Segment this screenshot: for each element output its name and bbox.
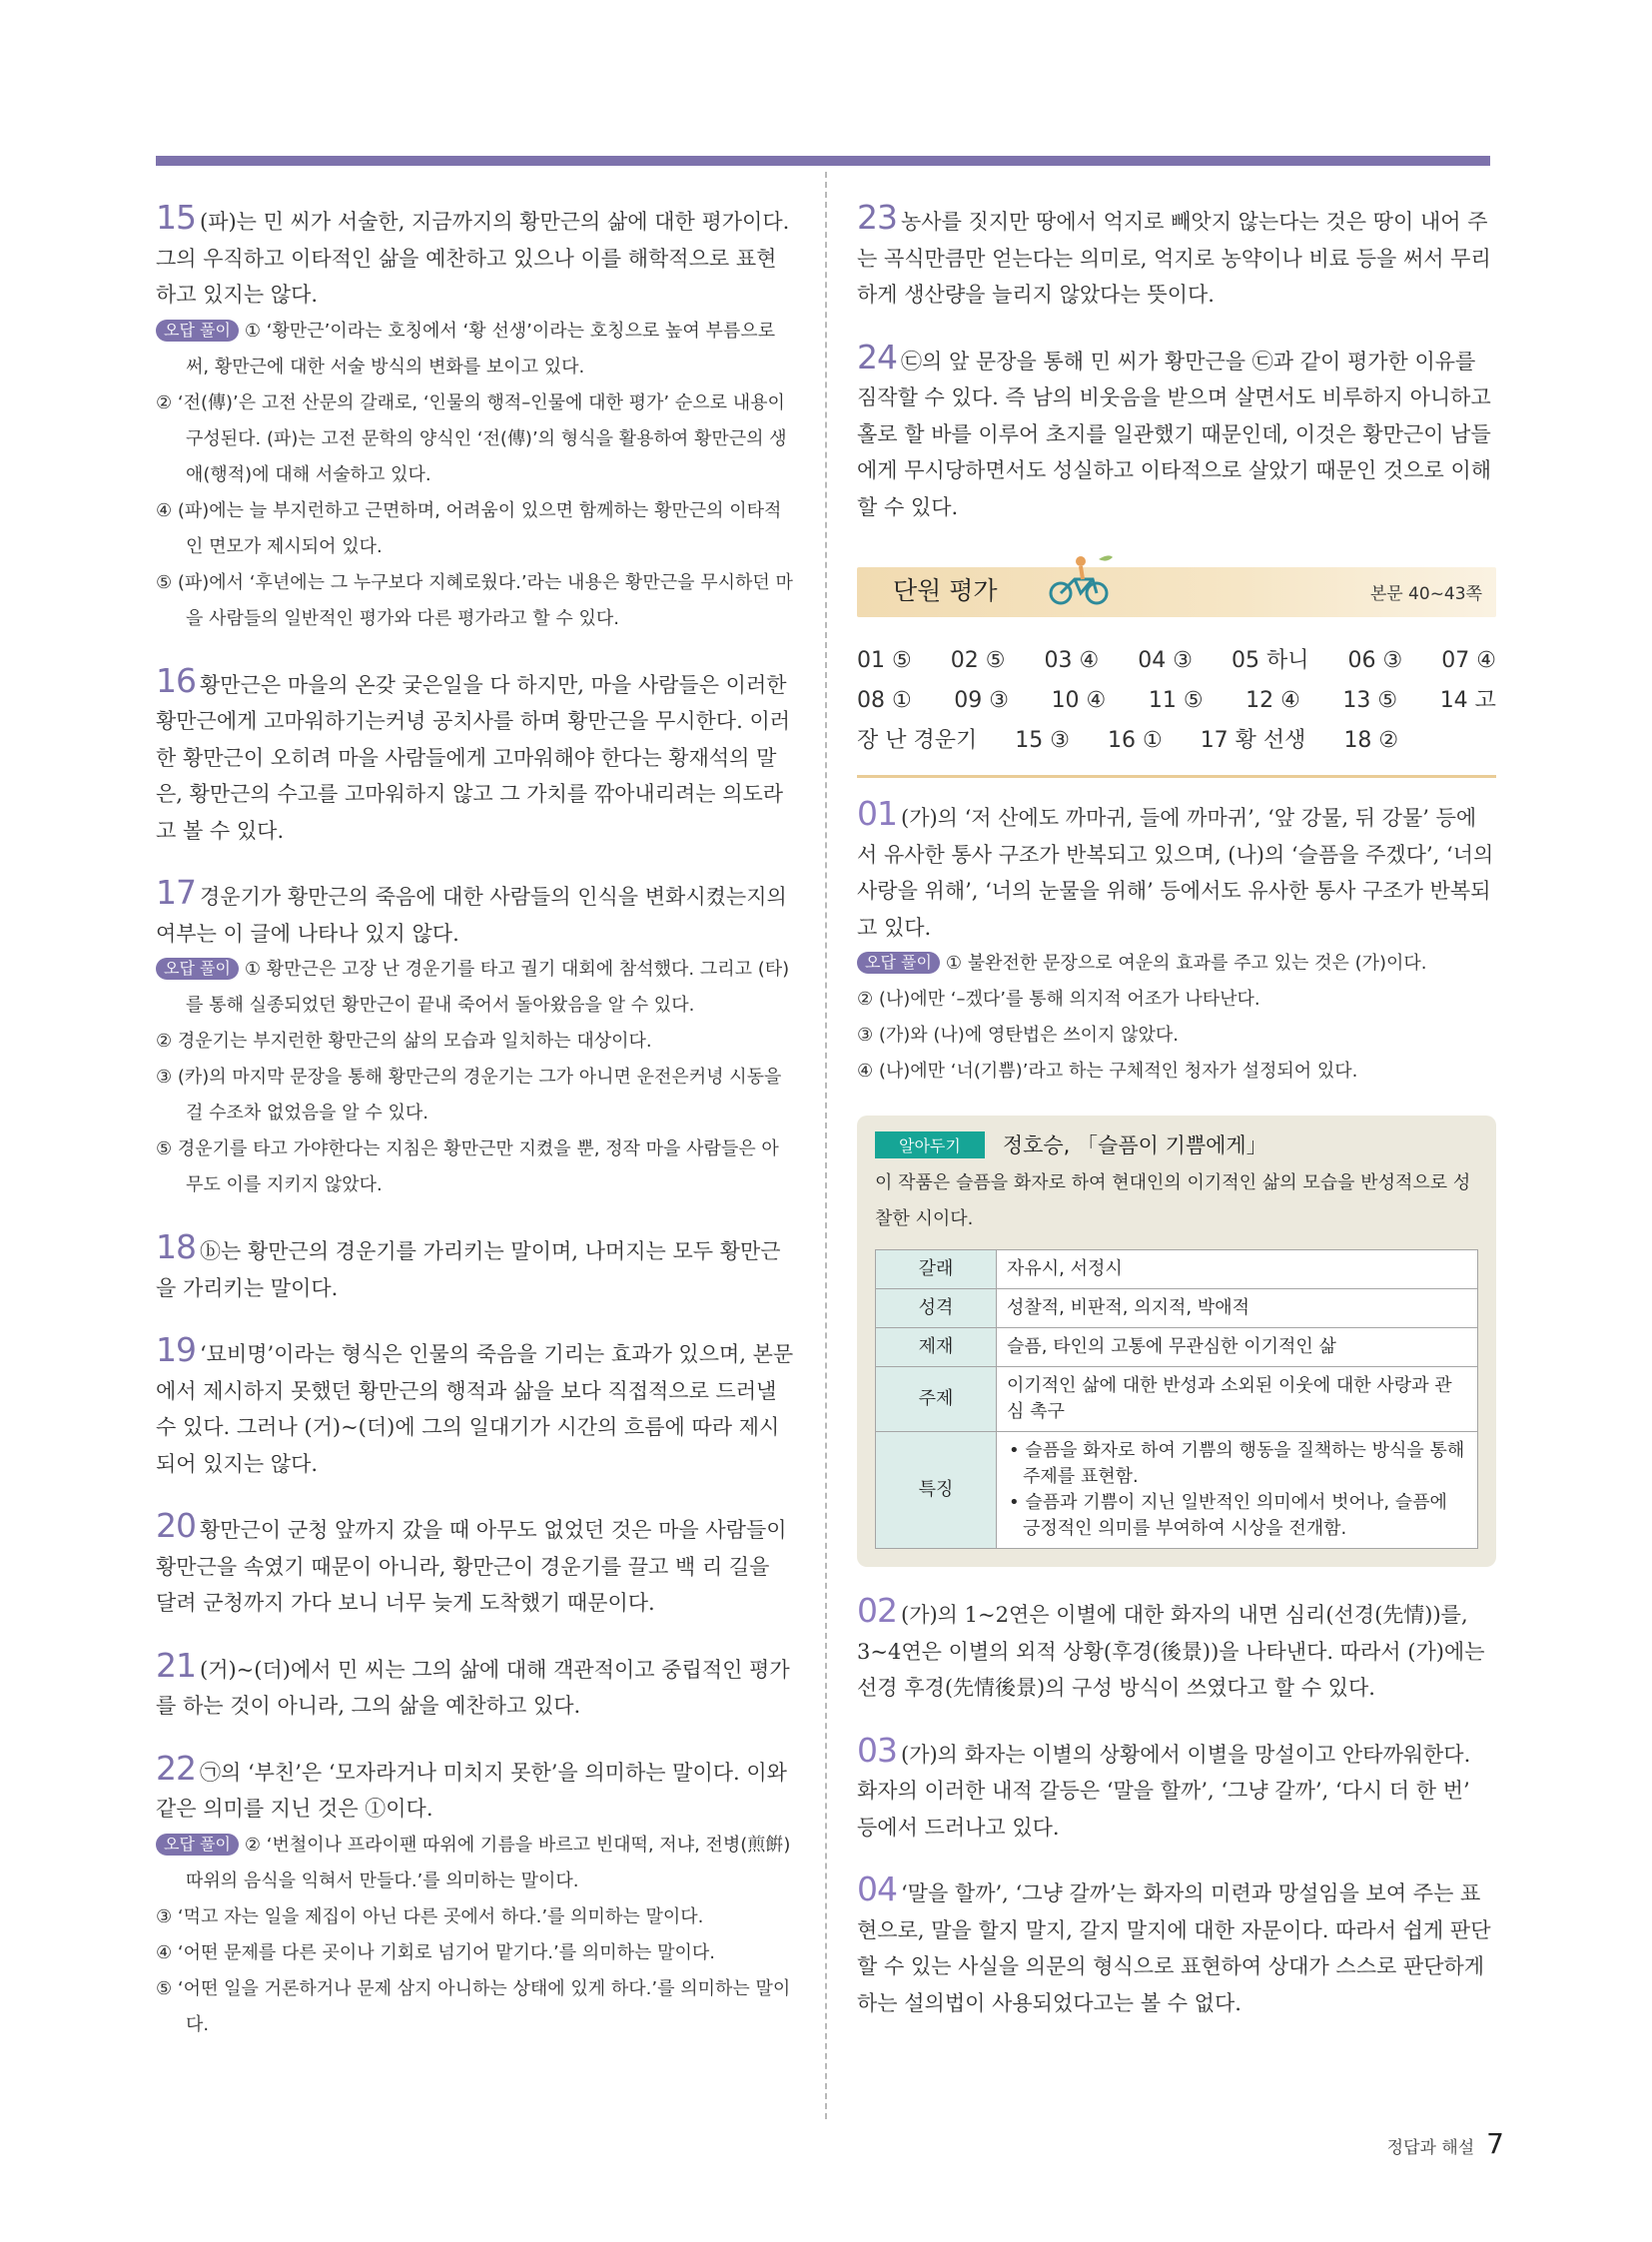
answer-row: [857, 641, 1496, 681]
wrong-answer-item: ④ ‘어떤 문제를 다른 곳이나 기회로 넘기어 맡기다.’를 의미하는 말이다.: [156, 1941, 715, 1963]
reference-text: 이 작품은 슬픔을 화자로 하여 현대인의 이기적인 삶의 모습을 반성적으로 성찰한 시이다.: [875, 1172, 1471, 1229]
page-number: 7: [1486, 2127, 1504, 2160]
question-number: 17: [156, 873, 196, 912]
table-row: [876, 1328, 1478, 1367]
answer-15: [156, 200, 795, 637]
wrong-answer-item: ② ‘번철이나 프라이팬 따위에 기름을 바르고 빈대떡, 저냐, 전병(煎餠) 따위의 음식을 익혀서 만들다.’를 의미하는 말이다.: [186, 1834, 791, 1891]
bicycle-icon: [1047, 551, 1117, 607]
wrong-answer-item: ② (나)에만 ‘–겠다’를 통해 의지적 어조가 나타난다.: [857, 989, 1260, 1010]
reference-box: [857, 1116, 1496, 1567]
row-head: 주제: [876, 1367, 997, 1432]
wrong-answer-item: ③ ‘먹고 자는 일을 제집이 아닌 다른 곳에서 하다.’를 의미하는 말이다.: [156, 1905, 704, 1927]
wrong-answer-item: ① ‘황만근’이라는 호칭에서 ‘황 선생’이라는 호칭으로 높여 부름으로써, 황만근에 대한 서술 방식의 변화를 보이고 있다.: [186, 320, 776, 377]
explanation-text: (가)의 화자는 이별의 상황에서 이별을 망설이고 안타까워한다. 화자의 이러한 내적 갈등은 ‘말을 할까’, ‘그냥 갈까’, ‘다시 더 한 번’ 등에서 드러나고 있다.: [857, 1742, 1471, 1840]
wrong-answer-item: ③ (카)의 마지막 문장을 통해 황만근의 경운기는 그가 아니면 운전은커녕 시동을 걸 수조차 없었음을 알 수 있다.: [156, 1067, 782, 1123]
row-head: 갈래: [876, 1250, 997, 1289]
reference-title: 정호승, 「슬픔이 기쁨에게」: [1002, 1133, 1267, 1157]
explanation-04: [857, 1871, 1496, 2021]
right-column: [857, 200, 1496, 2047]
answer-item: 08 ①: [857, 688, 912, 713]
wrong-answer-item: ③ (가)와 (나)에 영탄법은 쓰이지 않았다.: [857, 1025, 1179, 1046]
answer-19: [156, 1332, 795, 1482]
answer-key-rule: [857, 775, 1496, 778]
answer-item: 07 ④: [1441, 648, 1496, 673]
feature-item: • 슬픔과 기쁨이 지닌 일반적인 의미에서 벗어나, 슬픔에 긍정적인 의미를 부여하여 시상을 전개함.: [1009, 1492, 1447, 1539]
unit-title: 단원 평가: [893, 576, 998, 605]
question-number: 04: [857, 1869, 897, 1908]
answer-16: [156, 660, 795, 850]
row-value: 이기적인 삶에 대한 반성과 소외된 이웃에 대한 사랑과 관심 촉구: [997, 1367, 1478, 1432]
answer-item: 02 ⑤: [950, 648, 1006, 673]
wrong-answer-item: ⑤ 경운기를 타고 가야한다는 지침은 황만근만 지켰을 뿐, 정작 마을 사람들은 아무도 이를 지키지 않았다.: [156, 1138, 779, 1195]
answer-item: 11 ⑤: [1148, 688, 1204, 713]
answer-key: [857, 641, 1496, 761]
table-row: [876, 1289, 1478, 1328]
explanation-02: [857, 1593, 1496, 1707]
answer-20: [156, 1508, 795, 1622]
explanation-text: ‘말을 할까’, ‘그냥 갈까’는 화자의 미련과 망설임을 보여 주는 표현으로, 말을 할지 말지, 갈지 말지에 대한 자문이다. 따라서 쉽게 판단할 수 있는 사실을 의문의 형식으로 표현하여 상대가 스스로 판단하게 하는 설의법이 사용되었다고는 볼 수 없다.: [857, 1881, 1491, 2015]
explanation-text: (거)~(더)에서 민 씨는 그의 삶에 대해 객관적이고 중립적인 평가를 하는 것이 아니라, 그의 삶을 예찬하고 있다.: [156, 1657, 790, 1718]
wrong-answer-item: ⑤ ‘어떤 일을 거론하거나 문제 삼지 아니하는 상태에 있게 하다.’를 의미하는 말이다.: [156, 1977, 791, 2035]
wrong-answer-tag: 오답 풀이: [156, 958, 239, 980]
explanation-03: [857, 1730, 1496, 1847]
feature-item: • 슬픔을 화자로 하여 기쁨의 행동을 질책하는 방식을 통해 주제를 표현함.: [1009, 1440, 1465, 1487]
answer-18: [156, 1229, 795, 1306]
answer-item: 03 ④: [1044, 648, 1100, 673]
table-row: [876, 1250, 1478, 1289]
answer-row: [857, 721, 1496, 761]
answer-item: 01 ⑤: [857, 648, 912, 673]
answer-item: 16 ①: [1107, 728, 1163, 753]
column-divider: [825, 172, 827, 2119]
explanation-01: [857, 796, 1496, 1090]
explanation-text: ㉠의 ‘부친’은 ‘모자라거나 미치지 못한’을 의미하는 말이다. 이와 같은 의미를 지닌 것은 ①이다.: [156, 1760, 787, 1821]
footer-label: 정답과 해설: [1386, 2138, 1475, 2158]
wrong-answer-item: ② ‘전(傳)’은 고전 산문의 갈래로, ‘인물의 행적–인물에 대한 평가’ 순으로 내용이 구성된다. (파)는 고전 문학의 양식인 ‘전(傳)’의 형식을 활용하여 황만근의 생애(행적)에 대해 서술하고 있다.: [156, 391, 787, 485]
answer-row: [857, 681, 1496, 721]
row-head: 특징: [876, 1432, 997, 1549]
table-row: [876, 1432, 1478, 1549]
answer-item: 06 ③: [1347, 648, 1403, 673]
answer-item: 05 하니: [1232, 648, 1309, 673]
explanation-text: (가)의 ‘저 산에도 까마귀, 들에 까마귀’, ‘앞 강물, 뒤 강물’ 등에서 유사한 통사 구조가 반복되고 있으며, (나)의 ‘슬픔을 주겠다’, ‘너의 사랑을 위해’, ‘너의 눈물을 위해’ 등에서도 유사한 통사 구조가 반복되고 있다.: [857, 806, 1494, 940]
wrong-answer-item: ④ (나)에만 ‘너(기쁨)’라고 하는 구체적인 청자가 설정되어 있다.: [857, 1061, 1358, 1082]
wrong-answer-item: ⑤ (파)에서 ‘후년에는 그 누구보다 지혜로웠다.’라는 내용은 황만근을 무시하던 마을 사람들의 일반적인 평가와 다른 평가라고 할 수 있다.: [156, 571, 793, 629]
answer-17: [156, 875, 795, 1203]
wrong-answer-tag: 오답 풀이: [156, 320, 239, 342]
row-value: 성찰적, 비판적, 의지적, 박애적: [997, 1289, 1478, 1328]
question-number: 16: [156, 660, 196, 700]
explanation-text: 황만근은 마을의 온갖 궂은일을 다 하지만, 마을 사람들은 이러한 황만근에게 고마워하기는커녕 공치사를 하며 황만근을 무시한다. 이러한 황만근이 오히려 마을 사람들에게 고마워해야 한다는 황재석의 말은, 황만근의 수고를 고마워하지 않고 그 가치를 깎아내리려는 의도라고 볼 수 있다.: [156, 672, 791, 843]
top-rule: [156, 156, 1490, 166]
question-number: 01: [857, 794, 897, 833]
question-number: 19: [156, 1330, 196, 1369]
explanation-text: ‘묘비명’이라는 형식은 인물의 죽음을 기리는 효과가 있으며, 본문에서 제시하지 못했던 황만근의 행적과 삶을 보다 직접적으로 드러낼 수 있다. 그러나 (거)~(더)에 그의 일대기가 시간의 흐름에 따라 제시되어 있지는 않다.: [156, 1342, 794, 1476]
answer-21: [156, 1645, 795, 1725]
reference-tag: 알아두기: [875, 1131, 985, 1158]
poem-info-table: [875, 1249, 1478, 1549]
answer-item: 12 ④: [1245, 688, 1300, 713]
row-head: 성격: [876, 1289, 997, 1328]
answer-item: 17 황 선생: [1200, 728, 1306, 753]
answer-item: 04 ③: [1138, 648, 1193, 673]
question-number: 22: [156, 1748, 196, 1788]
explanation-text: ㉢의 앞 문장을 통해 민 씨가 황만근을 ㉢과 같이 평가한 이유를 짐작할 수 있다. 즉 남의 비웃음을 받으며 살면서도 비루하지 아니하고 홀로 할 바를 이루어 초지를 일관했기 때문인데, 이것은 황만근이 남들에게 무시당하면서도 성실하고 이타적으로 살았기 때문인 것으로 이해할 수 있다.: [857, 349, 1492, 519]
wrong-answer-item: ④ (파)에는 늘 부지런하고 근면하며, 어려움이 있으면 함께하는 황만근의 이타적인 면모가 제시되어 있다.: [156, 499, 782, 557]
answer-22: [156, 1748, 795, 2043]
unit-page-range: 본문 40~43쪽: [1369, 584, 1482, 604]
question-number: 18: [156, 1227, 196, 1266]
explanation-text: (파)는 민 씨가 서술한, 지금까지의 황만근의 삶에 대한 평가이다. 그의 우직하고 이타적인 삶을 예찬하고 있으나 이를 해학적으로 표현하고 있지는 않다.: [156, 210, 790, 307]
question-number: 03: [857, 1730, 897, 1770]
question-number: 23: [857, 198, 897, 237]
answer-item: 15 ③: [1015, 728, 1070, 753]
row-head: 제재: [876, 1328, 997, 1367]
question-number: 21: [156, 1645, 196, 1685]
explanation-text: (가)의 1~2연은 이별에 대한 화자의 내면 심리(선경(先情))를, 3~4연은 이별의 외적 상황(후경(後景))을 나타낸다. 따라서 (가)에는 선경 후경(先情後景)의 구성 방식이 쓰였다고 할 수 있다.: [857, 1603, 1485, 1700]
row-value: 슬픔, 타인의 고통에 무관심한 이기적인 삶: [997, 1328, 1478, 1367]
wrong-answer-tag: 오답 풀이: [156, 1834, 239, 1856]
feature-list: [1007, 1438, 1467, 1542]
explanation-text: 황만근이 군청 앞까지 갔을 때 아무도 없었던 것은 마을 사람들이 황만근을 속였기 때문이 아니라, 황만근이 경운기를 끌고 백 리 길을 달려 군청까지 가다 보니 너무 늦게 도착했기 때문이다.: [156, 1518, 787, 1615]
question-number: 24: [857, 337, 897, 376]
explanation-text: 경운기가 황만근의 죽음에 대한 사람들의 인식을 변화시켰는지의 여부는 이 글에 나타나 있지 않다.: [156, 885, 787, 946]
question-number: 20: [156, 1506, 196, 1545]
question-number: 15: [156, 198, 196, 237]
answer-item: 13 ⑤: [1342, 688, 1398, 713]
wrong-answer-item: ① 불완전한 문장으로 여운의 효과를 주고 있는 것은 (가)이다.: [945, 953, 1427, 974]
answer-item: 14 고: [1439, 688, 1496, 713]
answer-item: 장 난 경운기: [857, 728, 978, 753]
wrong-answer-item: ② 경운기는 부지런한 황만근의 삶의 모습과 일치하는 대상이다.: [156, 1031, 652, 1052]
question-number: 02: [857, 1591, 897, 1630]
answer-24: [857, 337, 1496, 526]
wrong-answer-item: ① 황만근은 고장 난 경운기를 타고 궐기 대회에 참석했다. 그리고 (타)를 통해 실종되었던 황만근이 끝내 죽어서 돌아왔음을 알 수 있다.: [186, 959, 790, 1016]
unit-review-header: [857, 561, 1496, 631]
left-column: [156, 200, 795, 2069]
wrong-answer-tag: 오답 풀이: [857, 952, 940, 974]
answer-item: 18 ②: [1343, 728, 1399, 753]
answer-item: 10 ④: [1051, 688, 1107, 713]
page-footer: [1387, 2127, 1504, 2160]
explanation-text: 농사를 짓지만 땅에서 억지로 빼앗지 않는다는 것은 땅이 내어 주는 곡식만큼만 얻는다는 의미로, 억지로 농약이나 비료 등을 써서 무리하게 생산량을 늘리지 않았다는 뜻이다.: [857, 210, 1491, 307]
table-row: [876, 1367, 1478, 1432]
answer-item: 09 ③: [954, 688, 1009, 713]
answer-23: [857, 200, 1496, 314]
explanation-text: ⓑ는 황만근의 경운기를 가리키는 말이며, 나머지는 모두 황만근을 가리키는 말이다.: [156, 1239, 781, 1300]
row-value: 자유시, 서정시: [997, 1250, 1478, 1289]
